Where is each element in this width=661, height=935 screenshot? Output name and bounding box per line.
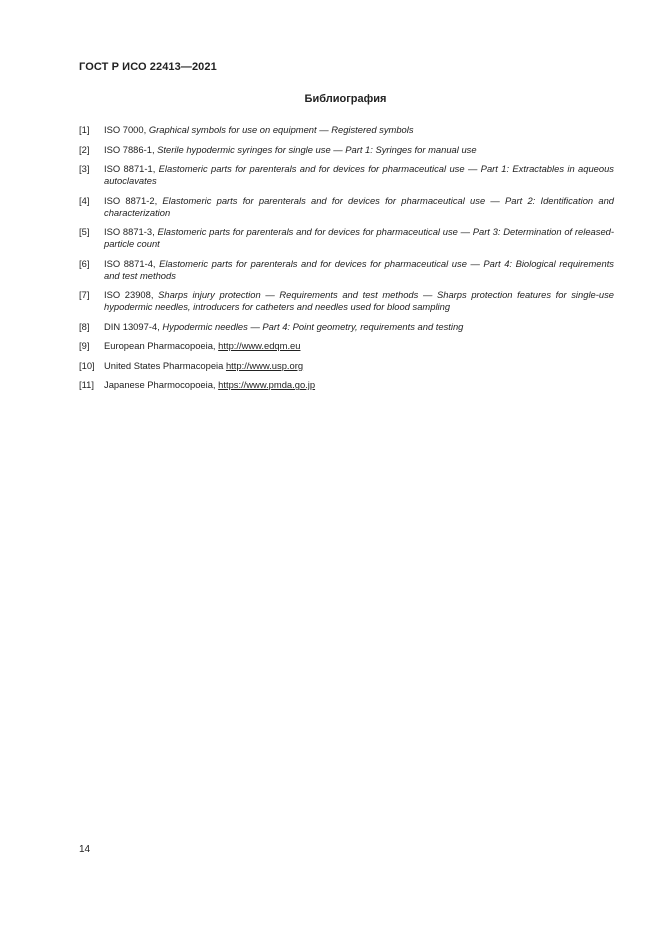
reference-text: ISO 8871-2, Elastomeric parts for parenterals and for devices for pharmaceutical use — Part 2: Identification and characterization bbox=[104, 194, 615, 218]
reference-number: [1] bbox=[79, 124, 90, 135]
reference-number: [9] bbox=[79, 340, 90, 351]
reference-item bbox=[79, 144, 614, 156]
reference-item bbox=[79, 195, 614, 219]
reference-number: [10] bbox=[79, 359, 95, 371]
reference-item bbox=[79, 379, 614, 391]
reference-number: [8] bbox=[79, 320, 90, 332]
reference-link[interactable]: https://www.pmda.go.jp bbox=[218, 379, 316, 390]
reference-number: [7] bbox=[79, 289, 90, 300]
reference-number: [2] bbox=[79, 143, 90, 155]
reference-number: [11] bbox=[79, 379, 94, 390]
reference-text: ISO 8871-1, Elastomeric parts for parenterals and for devices for pharmaceutical use — Part 1: Extractables in aqueous autoclavates bbox=[104, 163, 614, 186]
reference-item bbox=[79, 360, 614, 372]
reference-number: [6] bbox=[79, 257, 90, 269]
reference-item bbox=[79, 124, 614, 136]
reference-item bbox=[79, 340, 614, 352]
reference-text: DIN 13097-4, Hypodermic needles — Part 4: Point geometry, requirements and testing bbox=[104, 320, 464, 332]
reference-list bbox=[79, 124, 614, 399]
reference-text: ISO 8871-4, Elastomeric parts for parenterals and for devices for pharmaceutical use — Part 4: Biological requirements and test methods bbox=[104, 257, 614, 281]
reference-item bbox=[79, 289, 614, 313]
reference-number: [5] bbox=[79, 226, 90, 237]
reference-link[interactable]: http://www.edqm.eu bbox=[218, 340, 301, 351]
reference-text: ISO 7886-1, Sterile hypodermic syringes for single use — Part 1: Syringes for manual use bbox=[104, 143, 477, 155]
reference-number: [3] bbox=[79, 163, 90, 174]
reference-item bbox=[79, 226, 614, 250]
reference-text: United States Pharmacopeia http://www.usp.org bbox=[104, 359, 304, 371]
reference-item bbox=[79, 163, 614, 187]
reference-item bbox=[79, 321, 614, 333]
reference-link[interactable]: http://www.usp.org bbox=[225, 359, 304, 371]
reference-text: ISO 8871-3, Elastomeric parts for parenterals and for devices for pharmaceutical use — Part 3: Determination of released-particle count bbox=[104, 226, 614, 249]
bibliography-title: Библиография bbox=[304, 93, 387, 105]
reference-text: European Pharmacopoeia, http://www.edqm.eu bbox=[104, 340, 301, 351]
reference-item bbox=[79, 258, 614, 282]
document-standard-header: ГОСТ Р ИСО 22413—2021 bbox=[79, 61, 217, 73]
reference-text: ISO 23908, Sharps injury protection — Requirements and test methods — Sharps protection features for single-use hypodermic needles, introducers for catheters and needles used for blood sampling bbox=[104, 289, 614, 312]
page-number: 14 bbox=[79, 844, 91, 855]
reference-text: ISO 7000, Graphical symbols for use on equipment — Registered symbols bbox=[104, 124, 414, 135]
reference-number: [4] bbox=[79, 194, 90, 206]
reference-text: Japanese Pharmocopoeia, https://www.pmda.go.jp bbox=[104, 379, 316, 390]
